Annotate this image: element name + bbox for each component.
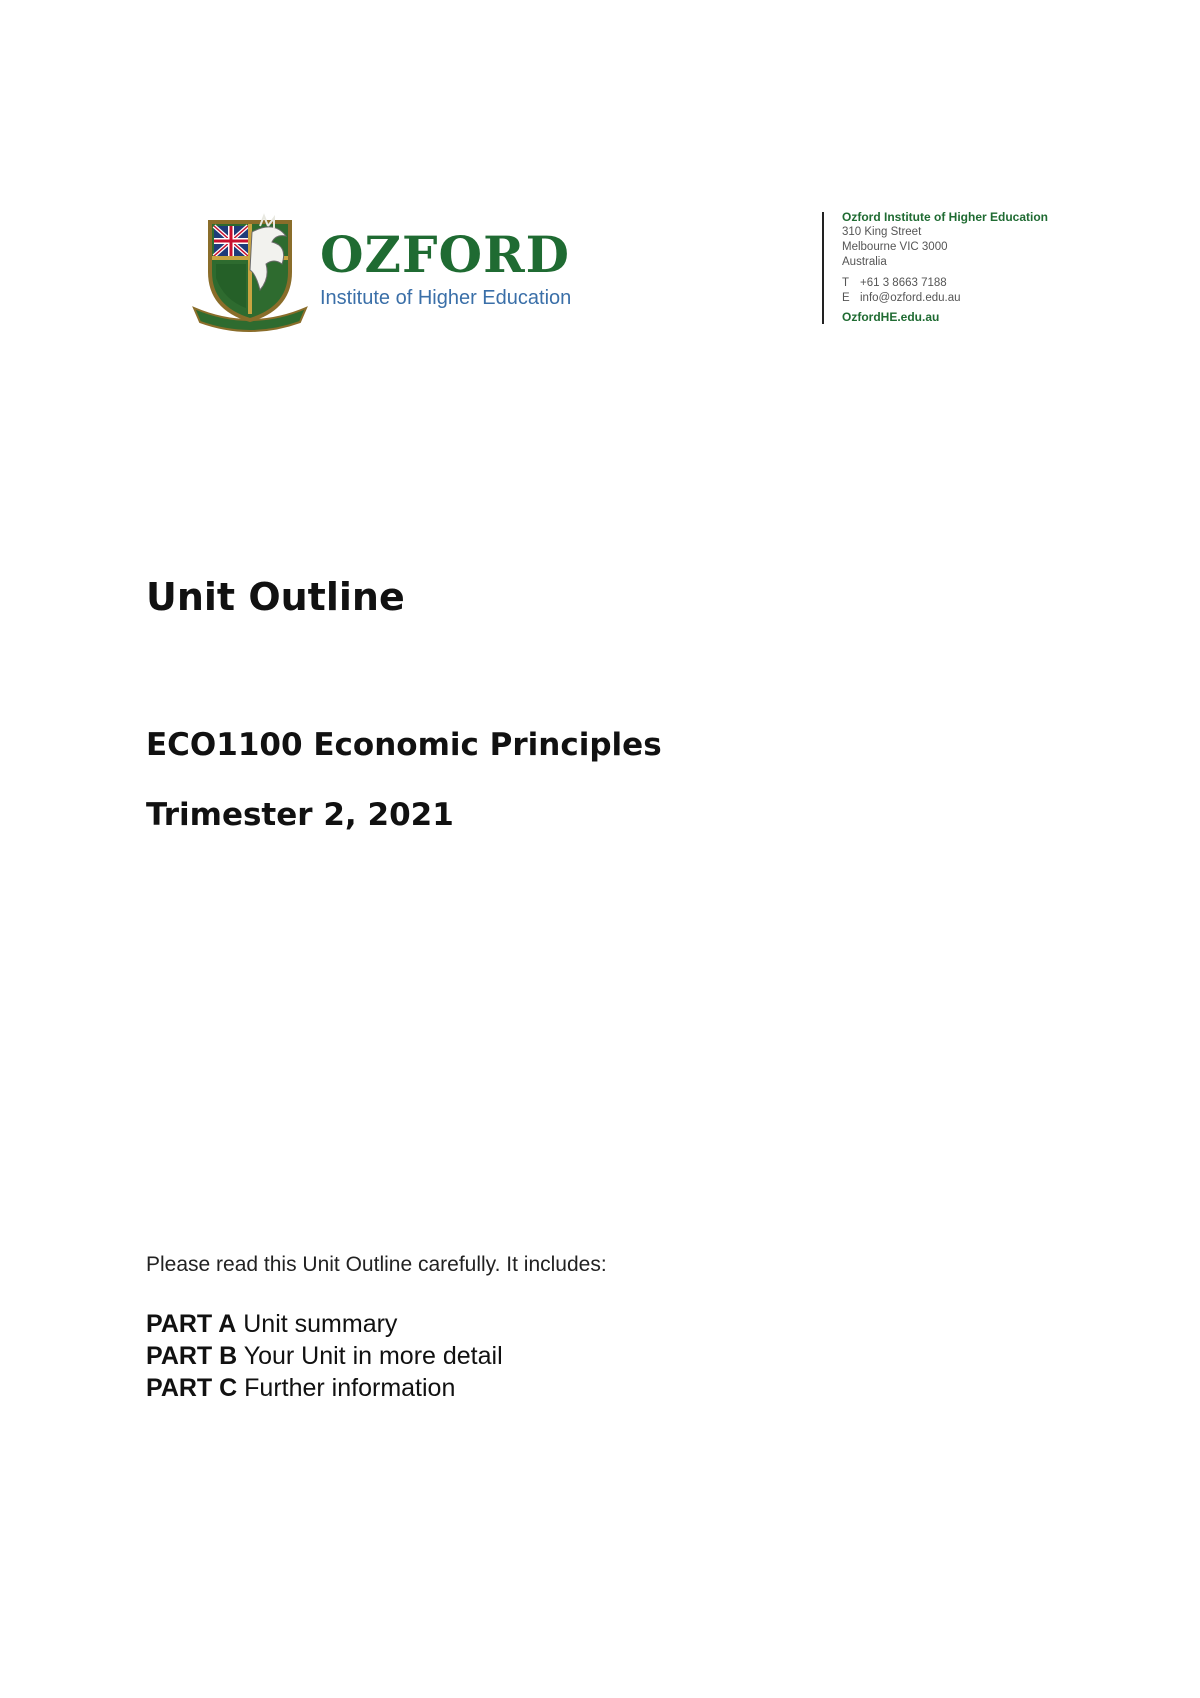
contact-phone[interactable]: +61 3 8663 7188 — [860, 277, 947, 289]
contact-email-link[interactable]: info@ozford.edu.au — [860, 292, 961, 304]
document-title: Unit Outline — [146, 575, 405, 619]
contact-email-row — [842, 291, 1048, 306]
contact-block — [842, 210, 1048, 325]
contact-city: Melbourne VIC 3000 — [842, 241, 948, 253]
part-description: Unit summary — [243, 1310, 398, 1338]
parts-list — [146, 1308, 503, 1404]
contact-phone-row — [842, 276, 1048, 291]
unit-name: ECO1100 Economic Principles — [146, 727, 662, 763]
contact-phone-label: T — [842, 277, 850, 289]
part-label: PART B — [146, 1342, 238, 1370]
logo-subtitle: Institute of Higher Education — [320, 287, 572, 309]
part-description: Further information — [244, 1374, 456, 1402]
part-item — [146, 1308, 503, 1340]
logo-wordmark: OZFORD — [320, 225, 571, 284]
ozford-crest-icon — [190, 212, 310, 332]
part-label: PART A — [146, 1310, 237, 1338]
ozford-logo — [190, 212, 610, 332]
contact-country: Australia — [842, 256, 887, 268]
part-item — [146, 1340, 503, 1372]
contact-street: 310 King Street — [842, 226, 922, 238]
part-item — [146, 1372, 503, 1404]
contact-email-label: E — [842, 292, 850, 304]
intro-text: Please read this Unit Outline carefully. It includes: — [146, 1253, 607, 1276]
unit-term: Trimester 2, 2021 — [146, 797, 454, 833]
contact-divider — [822, 212, 824, 324]
contact-website-link[interactable]: OzfordHE.edu.au — [842, 310, 940, 324]
contact-organisation: Ozford Institute of Higher Education — [842, 210, 1048, 224]
part-description: Your Unit in more detail — [243, 1342, 503, 1370]
part-label: PART C — [146, 1374, 238, 1402]
